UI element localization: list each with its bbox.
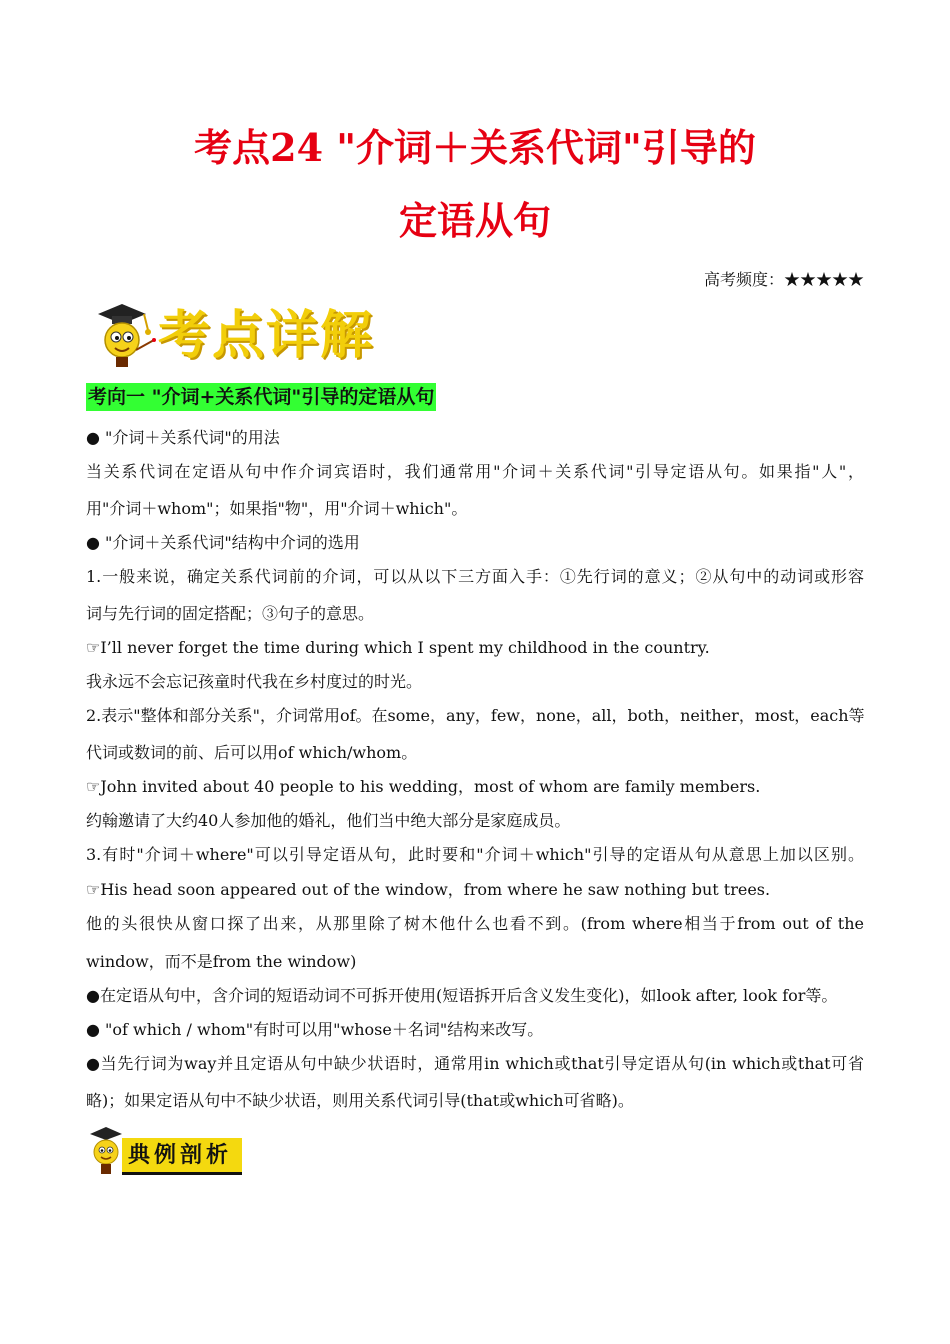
- text-line: ●当先行词为way并且定语从句中缺少状语时，通常用in which或that引导定语从句(in which或that可省: [86, 1054, 864, 1073]
- text-line: 2.表示"整体和部分关系"，介词常用of。在some，any，few，none，all，both，neither，most，each等: [86, 706, 865, 725]
- section-heading: 考向一 "介词+关系代词"引导的定语从句: [86, 383, 436, 411]
- text-line: ● "介词＋关系代词"结构中介词的选用: [86, 533, 360, 552]
- page-title-line-1: 考点24 "介词＋关系代词"引导的: [194, 125, 756, 170]
- text-line: ● "介词＋关系代词"的用法: [86, 428, 280, 447]
- example-sentence: ☞I’ll never forget the time during which I spent my childhood in the country.: [86, 638, 710, 657]
- scholar-mascot-icon: [86, 1124, 126, 1178]
- text-line: 用"介词＋whom"；如果指"物"，用"介词＋which"。: [86, 499, 468, 518]
- text-line: 代词或数词的前、后可以用of which/whom。: [86, 743, 418, 762]
- example-banner: [86, 1124, 246, 1178]
- text-line: 当关系代词在定语从句中作介词宾语时，我们通常用"介词＋关系代词"引导定语从句。如果指"人"，: [86, 462, 864, 481]
- text-line: 1.一般来说，确定关系代词前的介词，可以从以下三方面入手：①先行词的意义；②从句中的动词或形容: [86, 567, 864, 586]
- section-banner: [88, 300, 388, 372]
- text-line: 3.有时"介词＋where"可以引导定语从句，此时要和"介词＋which"引导的定语从句从意思上加以区别。: [86, 845, 864, 864]
- text-line: 略)；如果定语从句中不缺少状语，则用关系代词引导(that或which可省略)。: [86, 1091, 634, 1110]
- page-title-line-2: 定语从句: [398, 198, 551, 243]
- example-translation: window，而不是from the window): [86, 952, 357, 971]
- example-translation: 约翰邀请了大约40人参加他的婚礼，他们当中绝大部分是家庭成员。: [86, 811, 571, 830]
- example-translation: 他的头很快从窗口探了出来，从那里除了树木他什么也看不到。(from where相当于from out of the: [86, 914, 864, 933]
- section-banner-label: 考点详解: [158, 305, 375, 366]
- example-sentence: ☞His head soon appeared out of the window，from where he saw nothing but trees.: [86, 880, 771, 899]
- scholar-mascot-icon: [88, 300, 158, 372]
- example-banner-label: 典例剖析: [128, 1142, 233, 1168]
- text-line: 词与先行词的固定搭配；③句子的意思。: [86, 604, 375, 623]
- text-line: ●在定语从句中，含介词的短语动词不可拆开使用(短语拆开后含义发生变化)，如look after, look for等。: [86, 986, 838, 1005]
- exam-frequency: 高考频度：★★★★★: [703, 270, 864, 289]
- text-line: ● "of which / whom"有时可以用"whose＋名词"结构来改写。: [86, 1020, 544, 1039]
- example-translation: 我永远不会忘记孩童时代我在乡村度过的时光。: [86, 672, 423, 691]
- example-sentence: ☞John invited about 40 people to his wedding，most of whom are family members.: [86, 777, 761, 796]
